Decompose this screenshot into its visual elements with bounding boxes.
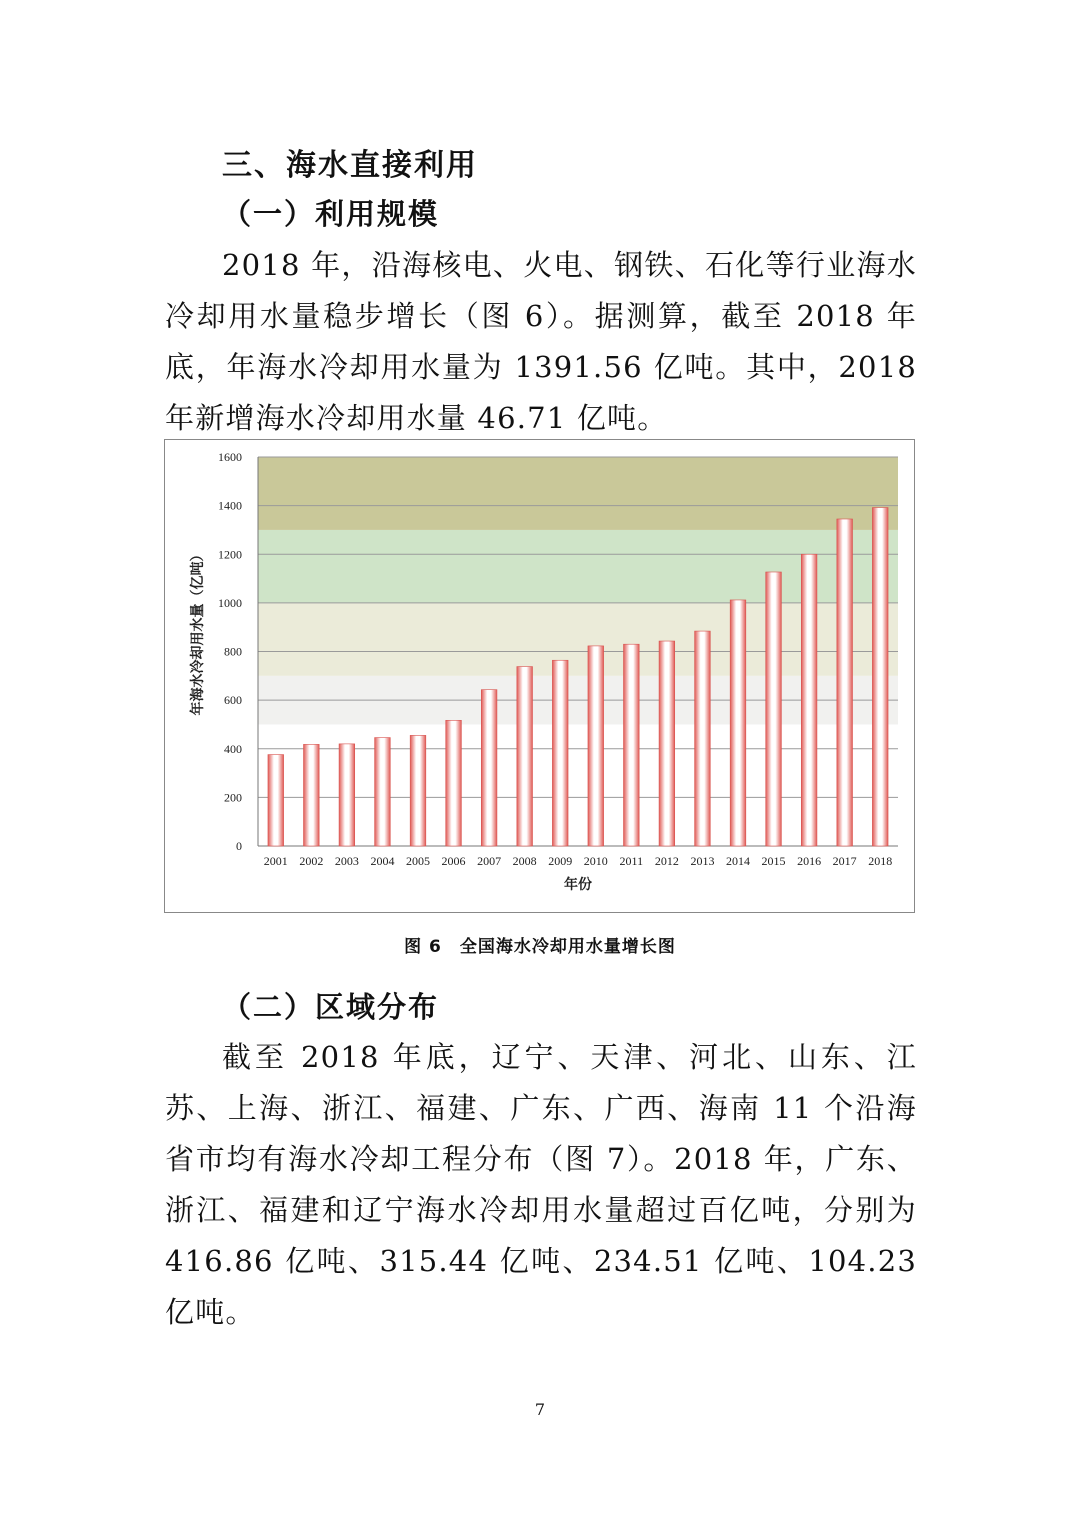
y-tick-label: 0 [236,839,242,853]
x-tick-label: 2008 [512,854,537,868]
bar-2006 [446,720,462,846]
y-tick-label: 1400 [218,498,242,513]
figure-6-chart-frame [164,439,915,913]
section-title: 三、海水直接利用 [222,148,478,183]
plot-background-band [258,457,898,530]
y-tick-label: 1200 [218,547,242,562]
bar-2011 [624,644,640,846]
bar-2003 [339,744,355,846]
x-tick-label: 2015 [761,854,786,868]
bar-2013 [695,631,711,846]
x-tick-label: 2012 [654,854,679,868]
bar-2007 [481,690,497,846]
x-tick-label: 2011 [619,854,644,868]
x-tick-label: 2006 [441,854,466,868]
bar-2017 [837,519,853,846]
bar-2004 [375,738,391,846]
bar-2008 [517,667,533,846]
x-tick-label: 2004 [370,854,395,868]
y-tick-label: 600 [224,693,242,708]
y-tick-label: 200 [224,790,242,805]
x-axis-title: 年份 [564,877,592,893]
x-tick-label: 2009 [548,854,573,868]
bar-2001 [268,755,284,846]
x-tick-label: 2013 [690,854,715,868]
figure-caption: 图 6 全国海水冷却用水量增长图 [404,937,676,957]
x-tick-label: 2001 [263,854,288,868]
y-tick-label: 1000 [218,595,242,610]
subsection-title-distribution: （二）区域分布 [222,990,440,1024]
y-tick-label: 800 [224,644,242,659]
y-tick-label: 400 [224,741,242,756]
page-number: 7 [534,1400,546,1419]
y-axis-title: 年海水冷却用水量（亿吨） [190,547,206,716]
x-tick-label: 2007 [477,854,502,868]
x-tick-label: 2010 [583,854,608,868]
bar-2009 [552,660,568,846]
bar-2010 [588,646,604,846]
bar-2014 [730,600,746,846]
bar-2018 [872,508,888,846]
y-tick-label: 1600 [218,450,242,464]
bar-2012 [659,641,675,846]
bar-2005 [410,735,426,846]
x-tick-label: 2017 [832,854,857,868]
x-tick-label: 2002 [299,854,324,868]
bar-2015 [766,572,782,846]
bar-2016 [801,554,817,846]
x-tick-label: 2018 [868,854,893,868]
bar-2002 [304,744,320,846]
x-tick-label: 2014 [726,854,750,868]
x-tick-label: 2016 [797,854,822,868]
bar-chart [165,440,913,911]
subsection-title-scale: （一）利用规模 [222,197,440,231]
paragraph-scale: 2018 年，沿海核电、火电、钢铁、石化等行业海水冷却用水量稳步增长（图 6）。据测算，截至 2018 年底，年海水冷却用水量为 1391.56 亿吨。其中，2018 年新增海水冷却用水量 46.71 亿吨。 [165,248,917,435]
x-tick-label: 2005 [406,854,430,868]
x-tick-label: 2003 [334,854,359,868]
paragraph-distribution: 截至 2018 年底，辽宁、天津、河北、山东、江苏、上海、浙江、福建、广东、广西、海南 11 个沿海省市均有海水冷却工程分布（图 7）。2018 年，广东、浙江、福建和辽宁海水冷却用水量超过百亿吨，分别为 416.86 亿吨、315.44 亿吨、234.51 亿吨、104.23 亿吨。 [165,1040,917,1329]
